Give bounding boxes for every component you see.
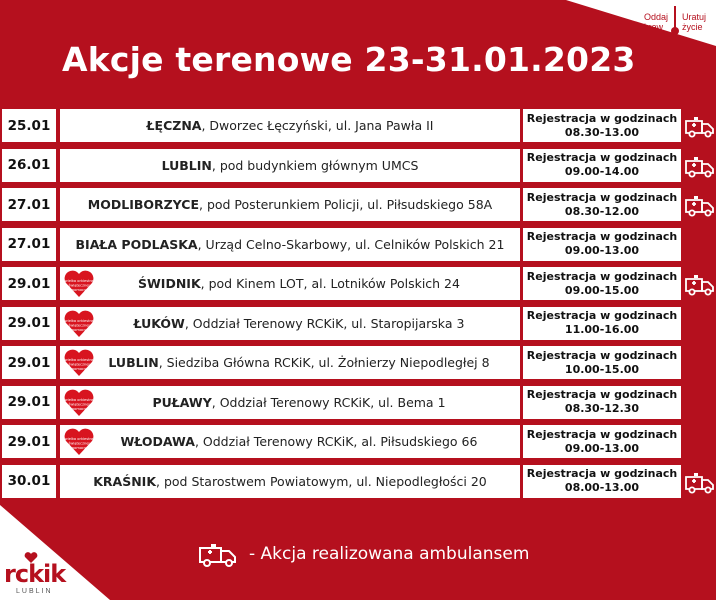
registration-label: Rejestracja w godzinach: [526, 111, 678, 125]
registration-time: 08.30-12.00: [564, 204, 640, 218]
ambulance-icon: [197, 540, 239, 568]
event-date: 27.01: [2, 188, 56, 221]
registration-hours: [523, 149, 681, 182]
registration-hours: [523, 425, 681, 458]
wosp-heart-icon: [63, 347, 95, 378]
registration-hours: [523, 188, 681, 221]
page-title: Akcje terenowe 23-31.01.2023: [62, 40, 636, 79]
event-city: ŁĘCZNA: [146, 118, 202, 133]
event-date: 29.01: [2, 346, 56, 379]
campaign-logo: [644, 6, 710, 40]
registration-time: 09.00-14.00: [564, 165, 640, 178]
event-date: 29.01: [2, 386, 56, 419]
registration-label: Rejestracja w godzinach: [526, 427, 678, 441]
registration-time: 09.00-13.00: [564, 441, 640, 455]
registration-time: 11.00-16.00: [564, 323, 640, 336]
event-city: ŚWIDNIK: [138, 276, 201, 291]
event-address: , pod Kinem LOT, al. Lotników Polskich 24: [200, 276, 460, 291]
event-city: LUBLIN: [161, 157, 212, 173]
rckik-logo: [4, 552, 70, 598]
event-location-text: [121, 434, 478, 449]
svg-text:świątecznej: świątecznej: [68, 362, 90, 367]
brand-slogan2: życie: [682, 22, 703, 32]
svg-text:pomocy: pomocy: [71, 288, 87, 292]
event-row: [0, 188, 716, 221]
event-address: , Urząd Celno-Skarbowy, ul. Celników Polskich 21: [197, 236, 505, 252]
event-row: [0, 149, 716, 182]
event-address: , Siedziba Główna RCKiK, ul. Żołnierzy Niepodległej 8: [158, 355, 490, 370]
event-location: [60, 149, 520, 182]
legend: [197, 540, 529, 568]
registration-label: Rejestracja w godzinach: [526, 467, 678, 480]
event-date: 27.01: [2, 228, 56, 261]
registration-label: Rejestracja w godzinach: [526, 230, 678, 243]
event-location-text: [147, 118, 434, 133]
event-location: [60, 109, 520, 142]
event-location: [60, 267, 520, 300]
registration-hours: [523, 307, 681, 340]
wosp-heart-icon: [63, 308, 95, 339]
svg-text:wielka orkiestra: wielka orkiestra: [64, 358, 94, 362]
svg-text:pomocy: pomocy: [71, 327, 87, 332]
event-location: [60, 386, 520, 419]
svg-text:wielka orkiestra: wielka orkiestra: [64, 397, 94, 402]
svg-text:pomocy: pomocy: [71, 446, 87, 450]
event-location: [60, 425, 520, 458]
event-date: 25.01: [2, 109, 56, 142]
event-city: MODLIBORZYCE: [87, 197, 199, 212]
event-row: [0, 228, 716, 261]
registration-hours: [523, 346, 681, 379]
wosp-heart-icon: [63, 387, 95, 418]
event-row: [0, 267, 716, 300]
event-city: ŁUKÓW: [133, 315, 185, 331]
registration-time: 09.00-13.00: [564, 244, 640, 257]
svg-text:świątecznej: świątecznej: [68, 323, 90, 327]
wosp-heart-icon: [63, 426, 95, 457]
registration-label: Rejestracja w godzinach: [526, 309, 678, 322]
event-row: [0, 307, 716, 340]
brand-slogan1: Uratuj: [682, 12, 707, 22]
svg-text:świątecznej: świątecznej: [68, 283, 90, 288]
registration-hours: [523, 267, 681, 300]
event-row: [0, 425, 716, 458]
event-location-text: [76, 237, 505, 252]
event-location-text: [88, 197, 492, 212]
registration-time: 08.30-13.00: [564, 125, 640, 139]
registration-time: 08.00-13.00: [564, 481, 640, 494]
registration-time: 09.00-15.00: [564, 283, 640, 297]
event-location: [60, 346, 520, 379]
brand-line2: krew: [644, 22, 664, 32]
registration-label: Rejestracja w godzinach: [526, 190, 678, 204]
registration-hours: [523, 228, 681, 261]
logo-wordmark: rckik: [4, 560, 66, 588]
event-city: BIAŁA PODLASKA: [75, 236, 198, 252]
event-row: [0, 386, 716, 419]
registration-time: 08.30-12.30: [564, 402, 640, 415]
event-city: PUŁAWY: [152, 394, 212, 410]
svg-text:wielka orkiestra: wielka orkiestra: [64, 437, 94, 441]
event-date: 29.01: [2, 267, 56, 300]
event-address: , pod Posterunkiem Policji, ul. Piłsudskiego 58A: [199, 197, 493, 212]
svg-text:pomocy: pomocy: [71, 367, 87, 371]
event-location-text: [108, 355, 489, 370]
event-address: , Oddział Terenowy RCKiK, ul. Bema 1: [211, 394, 446, 410]
registration-hours: [523, 386, 681, 419]
registration-label: Rejestracja w godzinach: [526, 348, 678, 362]
thermometer-drop-icon: [670, 6, 680, 36]
event-city: WŁODAWA: [120, 434, 195, 449]
event-date: 26.01: [2, 149, 56, 182]
event-location: [60, 307, 520, 340]
event-city: KRAŚNIK: [93, 473, 157, 489]
event-row: [0, 109, 716, 142]
event-address: , pod budynkiem głównym UMCS: [211, 157, 419, 173]
event-location: [60, 465, 520, 498]
event-address: , Oddział Terenowy RCKiK, al. Piłsudskiego 66: [194, 434, 478, 449]
event-address: , Dworzec Łęczyński, ul. Jana Pawła II: [201, 118, 434, 133]
event-location-text: [134, 316, 465, 331]
logo-subtitle: LUBLIN: [16, 588, 53, 595]
event-address: , Oddział Terenowy RCKiK, ul. Staropijarska 3: [184, 315, 465, 331]
registration-hours: [523, 465, 681, 498]
event-location-text: [93, 474, 487, 489]
ambulance-icon: [684, 114, 716, 138]
svg-text:świątecznej: świątecznej: [68, 402, 90, 406]
event-location-text: [152, 395, 445, 410]
ambulance-icon: [684, 154, 716, 178]
event-location-text: [162, 158, 419, 173]
event-date: 29.01: [2, 425, 56, 458]
event-address: , pod Starostwem Powiatowym, ul. Niepodległości 20: [156, 473, 487, 489]
wosp-heart-icon: [63, 268, 95, 299]
event-location: [60, 188, 520, 221]
svg-text:pomocy: pomocy: [71, 406, 87, 411]
svg-text:wielka orkiestra: wielka orkiestra: [64, 318, 94, 323]
registration-hours: [523, 109, 681, 142]
ambulance-icon: [684, 272, 716, 296]
brand-line1: Oddaj: [644, 12, 669, 22]
event-date: 30.01: [2, 465, 56, 498]
event-date: 29.01: [2, 307, 56, 340]
registration-label: Rejestracja w godzinach: [526, 269, 678, 283]
ambulance-icon: [684, 470, 716, 494]
svg-text:wielka orkiestra: wielka orkiestra: [64, 279, 94, 283]
event-location-text: [138, 276, 460, 291]
svg-text:świątecznej: świątecznej: [68, 441, 90, 446]
registration-label: Rejestracja w godzinach: [526, 151, 678, 164]
event-city: LUBLIN: [108, 355, 159, 370]
event-row: [0, 346, 716, 379]
event-row: [0, 465, 716, 498]
registration-label: Rejestracja w godzinach: [526, 388, 678, 401]
registration-time: 10.00-15.00: [564, 362, 640, 376]
event-location: [60, 228, 520, 261]
legend-text: - Akcja realizowana ambulansem: [249, 544, 530, 564]
ambulance-icon: [684, 193, 716, 217]
